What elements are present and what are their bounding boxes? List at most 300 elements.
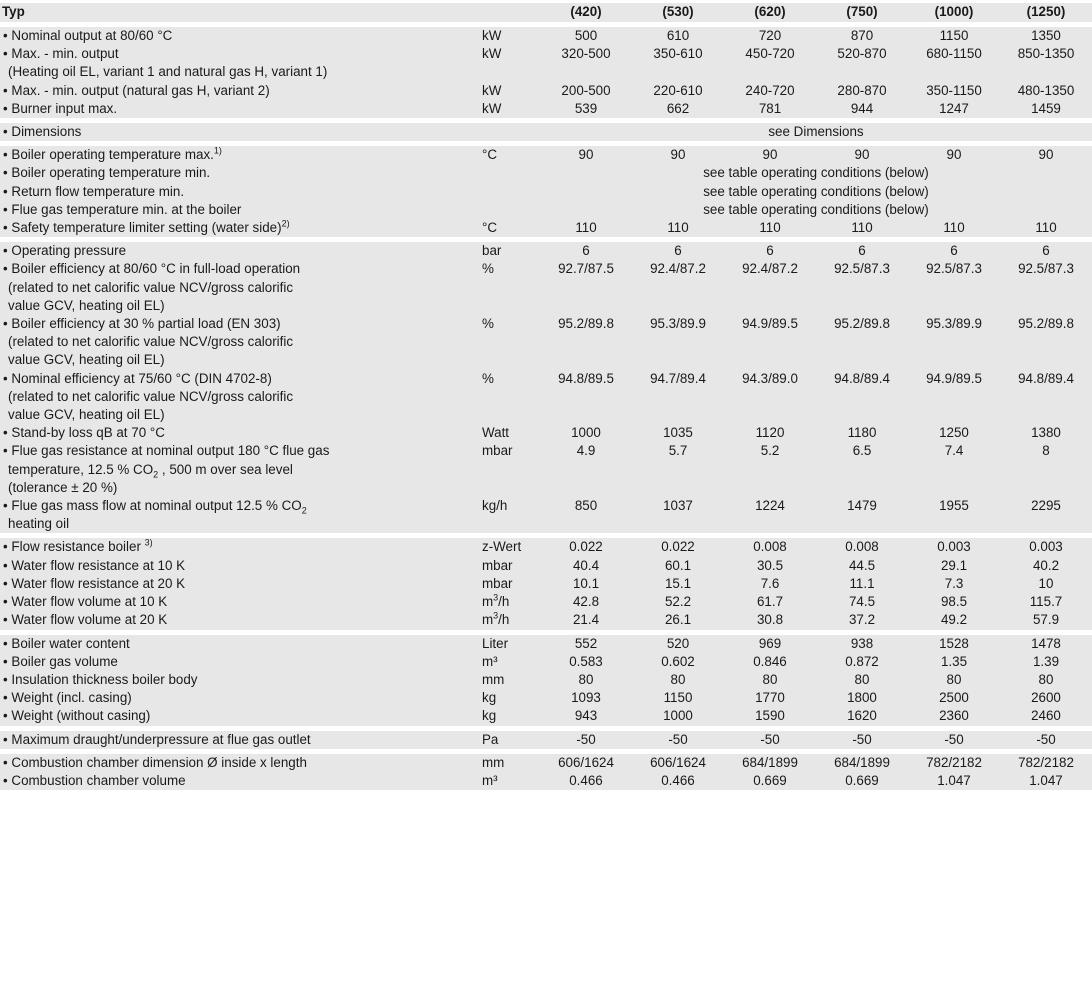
table-row [0, 240, 1092, 261]
cell: 1955 [908, 497, 1000, 536]
row-unit [476, 121, 540, 144]
header-unit [476, 3, 540, 25]
cell: 110 [724, 219, 816, 240]
table-row [0, 557, 1092, 575]
cell: 115.7 [1000, 593, 1092, 611]
cell: 26.1 [632, 611, 724, 632]
row-label: • Water flow resistance at 20 K [0, 575, 476, 593]
cell: 969 [724, 632, 816, 653]
table-row [0, 424, 1092, 442]
cell: 90 [816, 144, 908, 165]
cell: 92.4/87.2 [724, 260, 816, 315]
cell: 850 [540, 497, 632, 536]
cell: 0.008 [816, 536, 908, 557]
unit-text: /h [498, 612, 510, 628]
row-label-cont: (related to net calorific value NCV/gross calorific [8, 279, 294, 295]
cell: 30.8 [724, 611, 816, 632]
row-label: • Flue gas temperature min. at the boiler [0, 201, 476, 219]
table-row [0, 689, 1092, 707]
cell: 11.1 [816, 575, 908, 593]
cell: 37.2 [816, 611, 908, 632]
table-row [0, 707, 1092, 728]
row-unit: % [476, 315, 540, 370]
cell: 94.7/89.4 [632, 370, 724, 425]
row-unit: kW [476, 82, 540, 100]
cell: -50 [1000, 728, 1092, 751]
group-combustion-chamber [0, 751, 1092, 790]
row-label-main: • Flue gas resistance at nominal output 180 °C flue gas [3, 443, 330, 459]
row-label: • Combustion chamber dimension Ø inside x length [0, 751, 476, 772]
row-unit: m³ [476, 772, 540, 790]
cell: 92.5/87.3 [1000, 260, 1092, 315]
row-label [0, 144, 476, 165]
cell: 7.4 [908, 442, 1000, 497]
cell: 6.5 [816, 442, 908, 497]
cell: 0.003 [908, 536, 1000, 557]
row-label [0, 536, 476, 557]
row-label-cont: (related to net calorific value NCV/gross calorific [8, 334, 294, 350]
cell: 684/1899 [816, 751, 908, 772]
cell: 8 [1000, 442, 1092, 497]
cell: 95.2/89.8 [816, 315, 908, 370]
cell: 92.5/87.3 [816, 260, 908, 315]
row-label-text: • Flow resistance boiler [3, 539, 145, 555]
cell: 944 [816, 100, 908, 121]
cell: 94.9/89.5 [724, 315, 816, 370]
header-model: (750) [816, 3, 908, 25]
row-unit: mm [476, 671, 540, 689]
group-water-flow [0, 536, 1092, 632]
row-label: • Boiler gas volume [0, 653, 476, 671]
cell: 94.3/89.0 [724, 370, 816, 425]
subscript: 2 [153, 469, 159, 480]
cell: 80 [632, 671, 724, 689]
row-label: • Maximum draught/underpressure at flue gas outlet [0, 728, 476, 751]
group-content-weight [0, 632, 1092, 728]
cell: 2295 [1000, 497, 1092, 536]
row-label [0, 45, 476, 81]
table-row [0, 201, 1092, 219]
row-label: • Max. - min. output (natural gas H, variant 2) [0, 82, 476, 100]
cell: 782/2182 [908, 751, 1000, 772]
row-label: • Weight (without casing) [0, 707, 476, 728]
cell: 6 [632, 240, 724, 261]
cell: 5.2 [724, 442, 816, 497]
cell: 2460 [1000, 707, 1092, 728]
row-label: • Operating pressure [0, 240, 476, 261]
unit-text: m [482, 612, 494, 628]
cell: 15.1 [632, 575, 724, 593]
table-row [0, 497, 1092, 536]
cell: 94.9/89.5 [908, 370, 1000, 425]
row-label-cont [3, 461, 474, 479]
cell: 40.4 [540, 557, 632, 575]
cell: 1000 [540, 424, 632, 442]
cell: 1250 [908, 424, 1000, 442]
group-output [0, 25, 1092, 121]
row-unit: kg [476, 689, 540, 707]
table-row [0, 45, 1092, 81]
row-label-main: • Nominal efficiency at 75/60 °C (DIN 4702-8) [3, 370, 272, 386]
cell: 44.5 [816, 557, 908, 575]
row-label-main: • Boiler efficiency at 30 % partial load (EN 303) [3, 316, 281, 332]
cell: 781 [724, 100, 816, 121]
cell: 0.669 [724, 772, 816, 790]
cell: 42.8 [540, 593, 632, 611]
cell: 720 [724, 25, 816, 46]
cell: 350-1150 [908, 82, 1000, 100]
cell: 95.3/89.9 [632, 315, 724, 370]
cell: 0.022 [632, 536, 724, 557]
cell: 220-610 [632, 82, 724, 100]
cell: -50 [632, 728, 724, 751]
cell: 95.3/89.9 [908, 315, 1000, 370]
cell: 90 [1000, 144, 1092, 165]
cell: 606/1624 [632, 751, 724, 772]
row-label: • Weight (incl. casing) [0, 689, 476, 707]
row-label [0, 315, 476, 370]
cell: 30.5 [724, 557, 816, 575]
row-label [0, 219, 476, 240]
row-label-main: • Boiler efficiency at 80/60 °C in full-load operation [3, 261, 301, 277]
row-unit [476, 611, 540, 632]
cell: 94.8/89.4 [1000, 370, 1092, 425]
row-unit: % [476, 260, 540, 315]
subscript: 2 [301, 505, 307, 516]
cell: 10 [1000, 575, 1092, 593]
row-unit: % [476, 370, 540, 425]
row-label [0, 497, 476, 536]
row-unit [476, 201, 540, 219]
cell: 95.2/89.8 [540, 315, 632, 370]
row-unit: mm [476, 751, 540, 772]
row-unit: kg [476, 707, 540, 728]
row-label: • Water flow resistance at 10 K [0, 557, 476, 575]
table-row [0, 772, 1092, 790]
cell: 80 [908, 671, 1000, 689]
cell: 90 [908, 144, 1000, 165]
row-span-value: see table operating conditions (below) [540, 164, 1092, 182]
unit-sup: 3 [493, 610, 499, 621]
cell: 606/1624 [540, 751, 632, 772]
cell: 110 [816, 219, 908, 240]
row-label-cont: heating oil [8, 516, 70, 532]
table-row [0, 164, 1092, 182]
cell: 1620 [816, 707, 908, 728]
row-unit: m³ [476, 653, 540, 671]
cell: 500 [540, 25, 632, 46]
cell: 1035 [632, 424, 724, 442]
cell: 2500 [908, 689, 1000, 707]
cell: 240-720 [724, 82, 816, 100]
cell: 0.008 [724, 536, 816, 557]
row-unit: °C [476, 144, 540, 165]
row-label-cont: (Heating oil EL, variant 1 and natural gas H, variant 1) [8, 64, 328, 80]
cell: 95.2/89.8 [1000, 315, 1092, 370]
cell: 92.7/87.5 [540, 260, 632, 315]
cell: 110 [632, 219, 724, 240]
table-row [0, 575, 1092, 593]
cell: 92.5/87.3 [908, 260, 1000, 315]
row-label [0, 260, 476, 315]
cell: 1247 [908, 100, 1000, 121]
cell: 552 [540, 632, 632, 653]
row-span-value: see table operating conditions (below) [540, 183, 1092, 201]
cell: 7.3 [908, 575, 1000, 593]
cell: 350-610 [632, 45, 724, 81]
cell: 6 [540, 240, 632, 261]
table-row [0, 611, 1092, 632]
row-unit: kW [476, 100, 540, 121]
cell: 680-1150 [908, 45, 1000, 81]
cell: 90 [632, 144, 724, 165]
cell: 21.4 [540, 611, 632, 632]
cell: 80 [540, 671, 632, 689]
cell: 520-870 [816, 45, 908, 81]
row-unit: mbar [476, 557, 540, 575]
cell: 4.9 [540, 442, 632, 497]
row-unit: mbar [476, 575, 540, 593]
row-label-text: • Safety temperature limiter setting (water side) [3, 220, 282, 236]
cell: 2600 [1000, 689, 1092, 707]
table-row [0, 315, 1092, 370]
cell: 98.5 [908, 593, 1000, 611]
cell: 90 [724, 144, 816, 165]
cell: 0.003 [1000, 536, 1092, 557]
cell: 1.047 [1000, 772, 1092, 790]
table-row [0, 536, 1092, 557]
group-dimensions [0, 121, 1092, 144]
footnote-mark: 2) [281, 218, 290, 229]
cell: 1.35 [908, 653, 1000, 671]
cell: -50 [816, 728, 908, 751]
row-label-main: • Max. - min. output [3, 46, 119, 62]
cell: 10.1 [540, 575, 632, 593]
row-unit: bar [476, 240, 540, 261]
cell: 1528 [908, 632, 1000, 653]
row-label-text: temperature, 12.5 % CO [8, 461, 154, 477]
cell: 6 [1000, 240, 1092, 261]
cell: 60.1 [632, 557, 724, 575]
cell: 1479 [816, 497, 908, 536]
cell: 57.9 [1000, 611, 1092, 632]
row-label-text: • Flue gas mass flow at nominal output 12.5 % CO [3, 498, 302, 514]
table-row [0, 751, 1092, 772]
cell: 94.8/89.4 [816, 370, 908, 425]
row-label [0, 370, 476, 425]
cell: 1380 [1000, 424, 1092, 442]
header-model: (620) [724, 3, 816, 25]
row-label: • Burner input max. [0, 100, 476, 121]
table-row [0, 219, 1092, 240]
row-unit [476, 183, 540, 201]
cell: 520 [632, 632, 724, 653]
row-span-value: see table operating conditions (below) [540, 201, 1092, 219]
row-label: • Dimensions [0, 121, 476, 144]
footnote-mark: 1) [213, 145, 222, 156]
row-label: • Boiler water content [0, 632, 476, 653]
cell: 0.602 [632, 653, 724, 671]
cell: 29.1 [908, 557, 1000, 575]
table-row [0, 82, 1092, 100]
cell: 1590 [724, 707, 816, 728]
row-label: • Boiler operating temperature min. [0, 164, 476, 182]
cell: 1350 [1000, 25, 1092, 46]
cell: 80 [724, 671, 816, 689]
row-unit: Pa [476, 728, 540, 751]
cell: 1093 [540, 689, 632, 707]
row-label-cont: value GCV, heating oil EL) [8, 352, 165, 368]
cell: 1180 [816, 424, 908, 442]
cell: 1000 [632, 707, 724, 728]
cell: 1224 [724, 497, 816, 536]
header-typ: Typ [0, 3, 476, 25]
cell: -50 [724, 728, 816, 751]
cell: 943 [540, 707, 632, 728]
cell: 5.7 [632, 442, 724, 497]
cell: 1.047 [908, 772, 1000, 790]
cell: 0.022 [540, 536, 632, 557]
table-row [0, 593, 1092, 611]
cell: 49.2 [908, 611, 1000, 632]
footnote-mark: 3) [144, 538, 153, 549]
cell: 80 [1000, 671, 1092, 689]
row-label: • Water flow volume at 10 K [0, 593, 476, 611]
cell: 850-1350 [1000, 45, 1092, 81]
cell: 200-500 [540, 82, 632, 100]
cell: 94.8/89.5 [540, 370, 632, 425]
cell: 1150 [908, 25, 1000, 46]
cell: 0.466 [632, 772, 724, 790]
cell: 662 [632, 100, 724, 121]
row-label: • Combustion chamber volume [0, 772, 476, 790]
row-label: • Return flow temperature min. [0, 183, 476, 201]
cell: 1.39 [1000, 653, 1092, 671]
cell: 2360 [908, 707, 1000, 728]
row-label: • Insulation thickness boiler body [0, 671, 476, 689]
table-row [0, 121, 1092, 144]
table-row [0, 442, 1092, 497]
cell: 870 [816, 25, 908, 46]
table-row [0, 100, 1092, 121]
row-unit: Watt [476, 424, 540, 442]
row-unit [476, 164, 540, 182]
cell: 610 [632, 25, 724, 46]
cell: 110 [908, 219, 1000, 240]
row-label-cont: value GCV, heating oil EL) [8, 407, 165, 423]
row-label-text: • Boiler operating temperature max. [3, 147, 214, 163]
cell: 684/1899 [724, 751, 816, 772]
row-label: • Nominal output at 80/60 °C [0, 25, 476, 46]
cell: 480-1350 [1000, 82, 1092, 100]
header-model: (530) [632, 3, 724, 25]
cell: 1800 [816, 689, 908, 707]
cell: 7.6 [724, 575, 816, 593]
table-row [0, 632, 1092, 653]
cell: 40.2 [1000, 557, 1092, 575]
cell: 0.846 [724, 653, 816, 671]
cell: 1770 [724, 689, 816, 707]
cell: 782/2182 [1000, 751, 1092, 772]
row-unit [476, 593, 540, 611]
table-row [0, 144, 1092, 165]
cell: 280-870 [816, 82, 908, 100]
table-row [0, 653, 1092, 671]
table-row [0, 671, 1092, 689]
cell: 1120 [724, 424, 816, 442]
row-unit: mbar [476, 442, 540, 497]
unit-text: /h [498, 594, 510, 610]
cell: -50 [540, 728, 632, 751]
table-row [0, 25, 1092, 46]
group-efficiency [0, 240, 1092, 536]
cell: 0.466 [540, 772, 632, 790]
group-draught [0, 728, 1092, 751]
cell: 74.5 [816, 593, 908, 611]
unit-text: m [482, 594, 494, 610]
row-unit: kg/h [476, 497, 540, 536]
cell: 320-500 [540, 45, 632, 81]
row-unit: kW [476, 45, 540, 81]
cell: 938 [816, 632, 908, 653]
group-temperatures [0, 144, 1092, 240]
row-label: • Water flow volume at 20 K [0, 611, 476, 632]
row-label [0, 442, 476, 497]
cell: 90 [540, 144, 632, 165]
header-model: (1250) [1000, 3, 1092, 25]
row-label-cont: (related to net calorific value NCV/gross calorific [8, 388, 294, 404]
cell: 0.669 [816, 772, 908, 790]
header-model: (420) [540, 3, 632, 25]
cell: 80 [816, 671, 908, 689]
row-label-cont: (tolerance ± 20 %) [8, 479, 118, 495]
row-unit: °C [476, 219, 540, 240]
row-span-value: see Dimensions [540, 121, 1092, 144]
row-unit: kW [476, 25, 540, 46]
cell: 1037 [632, 497, 724, 536]
table-row [0, 260, 1092, 315]
cell: 110 [540, 219, 632, 240]
row-unit: Liter [476, 632, 540, 653]
cell: 450-720 [724, 45, 816, 81]
cell: 61.7 [724, 593, 816, 611]
cell: 6 [816, 240, 908, 261]
cell: 1459 [1000, 100, 1092, 121]
cell: 539 [540, 100, 632, 121]
table-row [0, 370, 1092, 425]
row-label-text: , 500 m over sea level [158, 461, 293, 477]
cell: 52.2 [632, 593, 724, 611]
header-model: (1000) [908, 3, 1000, 25]
cell: 6 [724, 240, 816, 261]
row-unit: z-Wert [476, 536, 540, 557]
unit-sup: 3 [493, 592, 499, 603]
header-row [0, 3, 1092, 25]
cell: 92.4/87.2 [632, 260, 724, 315]
cell: 1150 [632, 689, 724, 707]
table-row [0, 183, 1092, 201]
cell: 110 [1000, 219, 1092, 240]
row-label-cont: value GCV, heating oil EL) [8, 297, 165, 313]
cell: 0.583 [540, 653, 632, 671]
cell: 6 [908, 240, 1000, 261]
table-row [0, 728, 1092, 751]
row-label: • Stand-by loss qB at 70 °C [0, 424, 476, 442]
cell: 0.872 [816, 653, 908, 671]
technical-data-table [0, 3, 1092, 790]
cell: -50 [908, 728, 1000, 751]
cell: 1478 [1000, 632, 1092, 653]
